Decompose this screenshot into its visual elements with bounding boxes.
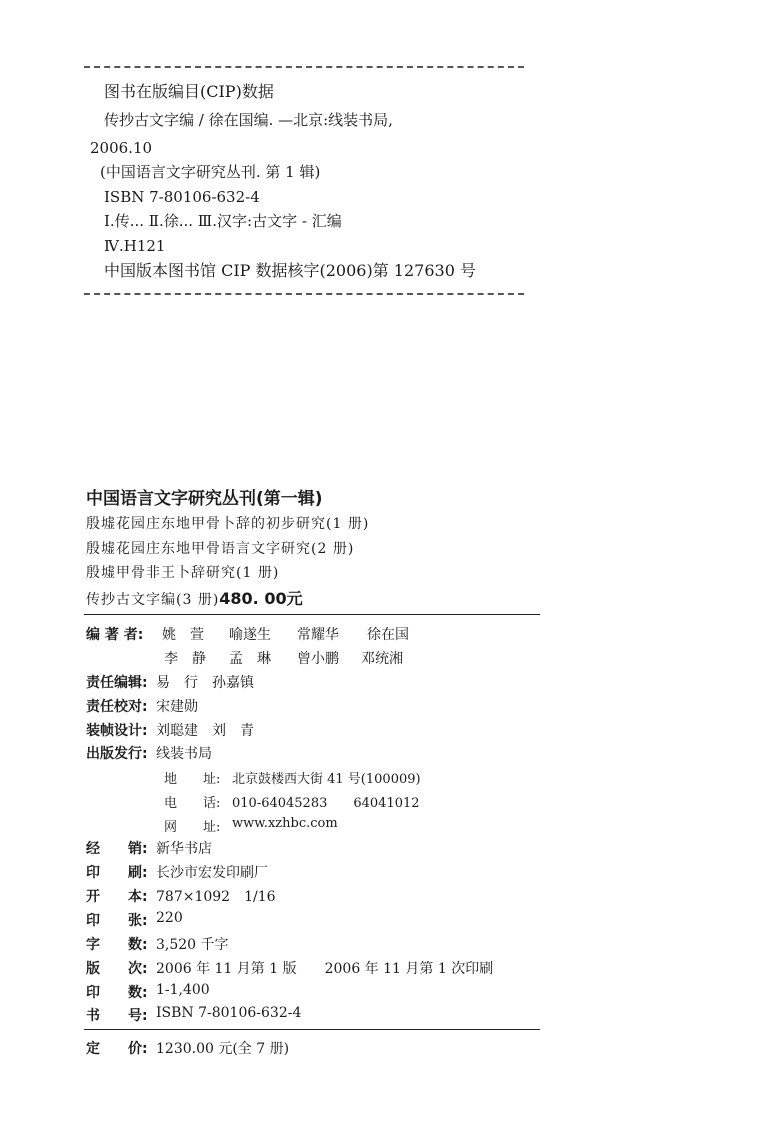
series-item-3: 殷墟甲骨非王卜辞研究(1 册) <box>86 565 280 581</box>
spec-value-isbn: ISBN 7-80106-632-4 <box>156 1005 302 1021</box>
series-item-1: 殷墟花园庄东地甲骨卜辞的初步研究(1 册) <box>86 516 370 532</box>
price-label: 定 价: <box>86 1041 148 1057</box>
series-item-2: 殷墟花园庄东地甲骨语言文字研究(2 册) <box>86 541 355 557</box>
address-label: 地 址: <box>164 772 221 787</box>
author-5: 李 静 <box>164 651 206 667</box>
spec-label-isbn: 书 号: <box>86 1008 148 1024</box>
cip-line-3: (中国语言文字研究丛刊. 第 1 辑) <box>100 163 321 181</box>
cip-line-4: ISBN 7-80106-632-4 <box>104 188 260 206</box>
price-top-rule <box>84 1029 540 1030</box>
author-4: 徐在国 <box>367 627 409 643</box>
cip-line-5: Ⅰ.传... Ⅱ.徐... Ⅲ.汉字:古文字 - 汇编 <box>104 212 342 230</box>
editor-value: 易 行 孙嘉镇 <box>156 675 254 691</box>
publisher-value: 线装书局 <box>156 746 212 762</box>
web-label: 网 址: <box>164 820 221 835</box>
proof-value: 宋建勋 <box>156 699 198 715</box>
spec-value-wordcount: 3,520 千字 <box>156 937 229 953</box>
spec-value-edition: 2006 年 11 月第 1 版 2006 年 11 月第 1 次印刷 <box>156 961 494 977</box>
spec-value-printer: 长沙市宏发印刷厂 <box>156 865 268 881</box>
spec-label-sheets: 印 张: <box>86 913 148 929</box>
series-title: 中国语言文字研究丛刊(第一辑) <box>86 489 323 509</box>
phone-value: 010-64045283 64041012 <box>232 796 420 811</box>
spec-label-format: 开 本: <box>86 889 148 905</box>
author-6: 孟 琳 <box>229 651 271 667</box>
author-8: 邓统湘 <box>361 651 403 667</box>
spec-label-printer: 印 刷: <box>86 865 148 881</box>
series-item-4-price: 480. 00元 <box>219 589 303 608</box>
spec-label-edition: 版 次: <box>86 961 148 977</box>
cip-line-7: 中国版本图书馆 CIP 数据核字(2006)第 127630 号 <box>104 261 476 280</box>
phone-label: 电 话: <box>164 796 221 811</box>
design-value: 刘聪建 刘 青 <box>156 723 254 739</box>
address-value: 北京鼓楼西大街 41 号(100009) <box>232 772 421 787</box>
author-2: 喻遂生 <box>229 627 271 643</box>
author-3: 常耀华 <box>297 627 339 643</box>
authors-label: 编 著 者: <box>86 627 144 643</box>
spec-label-distributor: 经 销: <box>86 841 148 857</box>
price-value: 1230.00 元(全 7 册) <box>156 1041 290 1057</box>
author-7: 曾小鹏 <box>297 651 339 667</box>
editor-label: 责任编辑: <box>86 675 148 691</box>
cip-heading: 图书在版编目(CIP)数据 <box>104 82 274 101</box>
cip-bottom-dashed-border <box>84 293 524 295</box>
spec-value-format: 787×1092 1/16 <box>156 889 276 905</box>
publisher-label: 出版发行: <box>86 746 148 762</box>
spec-label-wordcount: 字 数: <box>86 937 148 953</box>
credits-top-rule <box>84 614 540 615</box>
web-value: www.xzhbc.com <box>232 816 338 831</box>
spec-value-sheets: 220 <box>156 910 183 926</box>
proof-label: 责任校对: <box>86 699 148 715</box>
design-label: 装帧设计: <box>86 723 148 739</box>
spec-value-printrun: 1-1,400 <box>156 982 210 998</box>
spec-value-distributor: 新华书店 <box>156 841 212 857</box>
spec-label-printrun: 印 数: <box>86 985 148 1001</box>
cip-top-dashed-border <box>84 66 524 68</box>
cip-line-6: Ⅳ.H121 <box>104 237 166 255</box>
author-1: 姚 萱 <box>162 627 204 643</box>
cip-line-1: 传抄古文字编 / 徐在国编. —北京:线装书局, <box>104 111 393 129</box>
series-item-4 <box>86 586 303 609</box>
series-item-4-title: 传抄古文字编(3 册) <box>86 592 220 608</box>
cip-line-2: 2006.10 <box>90 139 153 157</box>
